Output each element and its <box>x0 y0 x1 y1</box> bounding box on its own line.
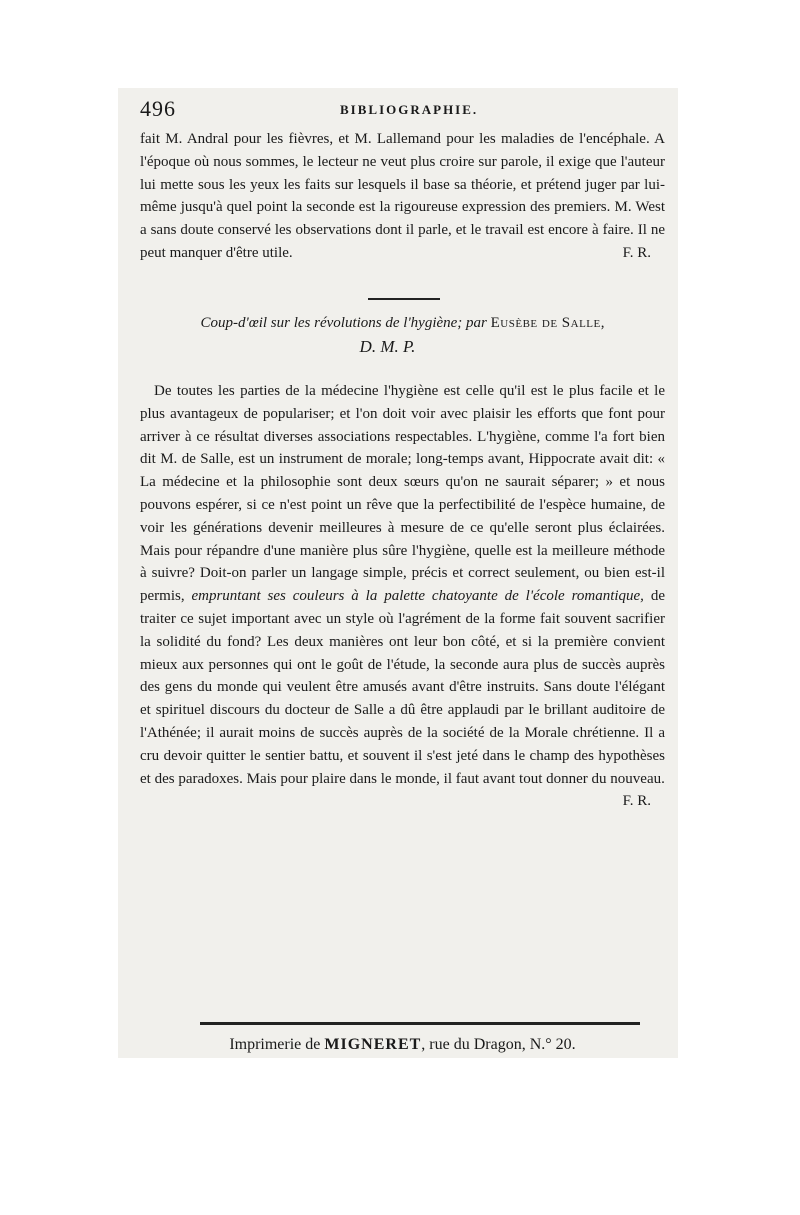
review-de-salle-paragraph <box>140 380 665 810</box>
imprint-rule <box>200 1022 640 1025</box>
imprint-printer: MIGNERET <box>324 1036 422 1053</box>
imprint <box>140 1036 665 1054</box>
imprint-prefix: Imprimerie de <box>229 1036 321 1053</box>
review-west-text: fait M. Andral pour les fièvres, et M. Lallemand pour les maladies de l'encéphale. A l'époque où nous sommes, le lecteur ne veut plus croire sur parole, il exige que l'auteur lui mette sous les yeux les faits sur lesquels il base sa théorie, et prétend juger par lui-même jusqu'à quel point la seconde est la rigoureuse expression des premiers. M. West a sans doute conservé les observations dont il parle, et le travail est encore à faire. Il ne peut manquer d'être utile. <box>140 131 665 261</box>
imprint-suffix: , rue du Dragon, N.° 20. <box>421 1036 576 1053</box>
review-de-salle-text-cont: de traiter ce sujet important avec un style où l'agrément de la forme fait souvent sacrifier la solidité du fond? Les deux manières ont leur bon côté, et si la première convient mieux aux personnes qui ont le goût de l'étude, la seconde aura plus de succès auprès des gens du monde qui veulent être amusés avant d'être instruits. Sans doute l'élégant et spirituel discours du docteur de Salle a dû être applaudi par le brillant auditoire de l'Athénée; il aurait moins de succès auprès de la société de la Morale chrétienne. Il a cru devoir quitter le sentier battu, et souvent il s'est jeté dans le champ des hypothèses et des paradoxes. Mais pour plaire dans le monde, il faut avant tout donner du nouveau. <box>140 588 665 787</box>
article-title: Coup-d'œil sur les révolutions de l'hygiène; par Eusèbe de Salle, D. M. P. <box>140 312 665 358</box>
article-title-text: Coup-d'œil sur les révolutions de l'hygiène; par <box>200 315 487 331</box>
review-west-signature: F. R. <box>622 244 651 261</box>
review-de-salle-text: De toutes les parties de la médecine l'hygiène est celle qu'il est le plus facile et le plus avantageux de populariser; et l'on doit voir avec plaisir les efforts que font pour arriver à ce résultat diverses associations respectables. L'hygiène, comme l'a fort bien dit M. de Salle, est un instrument de morale; long-temps avant, Hippocrate avait dit: « La médecine et la philosophie sont deux sœurs qu'on ne saurait séparer; » et nous pouvons espérer, si ce n'est point un rêve que la perfectibilité de l'espèce humaine, de voir les générations devenir meilleures à mesure de ce qu'elle seront plus éclairées. Mais pour répandre d'une manière plus sûre l'hygiène, quelle est la meilleure méthode à suivre? Doit-on parler un langage simple, précis et correct seulement, ou bien est-il permis, <box>140 383 665 605</box>
page-header <box>140 96 665 124</box>
review-de-salle-italic: empruntant ses couleurs à la palette chatoyante de l'école romantique, <box>191 588 644 605</box>
page-number: 496 <box>140 96 176 121</box>
running-head: BIBLIOGRAPHIE. <box>340 102 479 117</box>
section-divider <box>368 298 440 300</box>
review-de-salle <box>140 380 665 813</box>
article-author-degree: D. M. P. <box>359 337 416 356</box>
review-de-salle-signature: F. R. <box>622 793 651 810</box>
article-author: Eusèbe de Salle <box>490 315 601 331</box>
review-west <box>140 128 665 265</box>
review-west-paragraph <box>140 128 665 265</box>
